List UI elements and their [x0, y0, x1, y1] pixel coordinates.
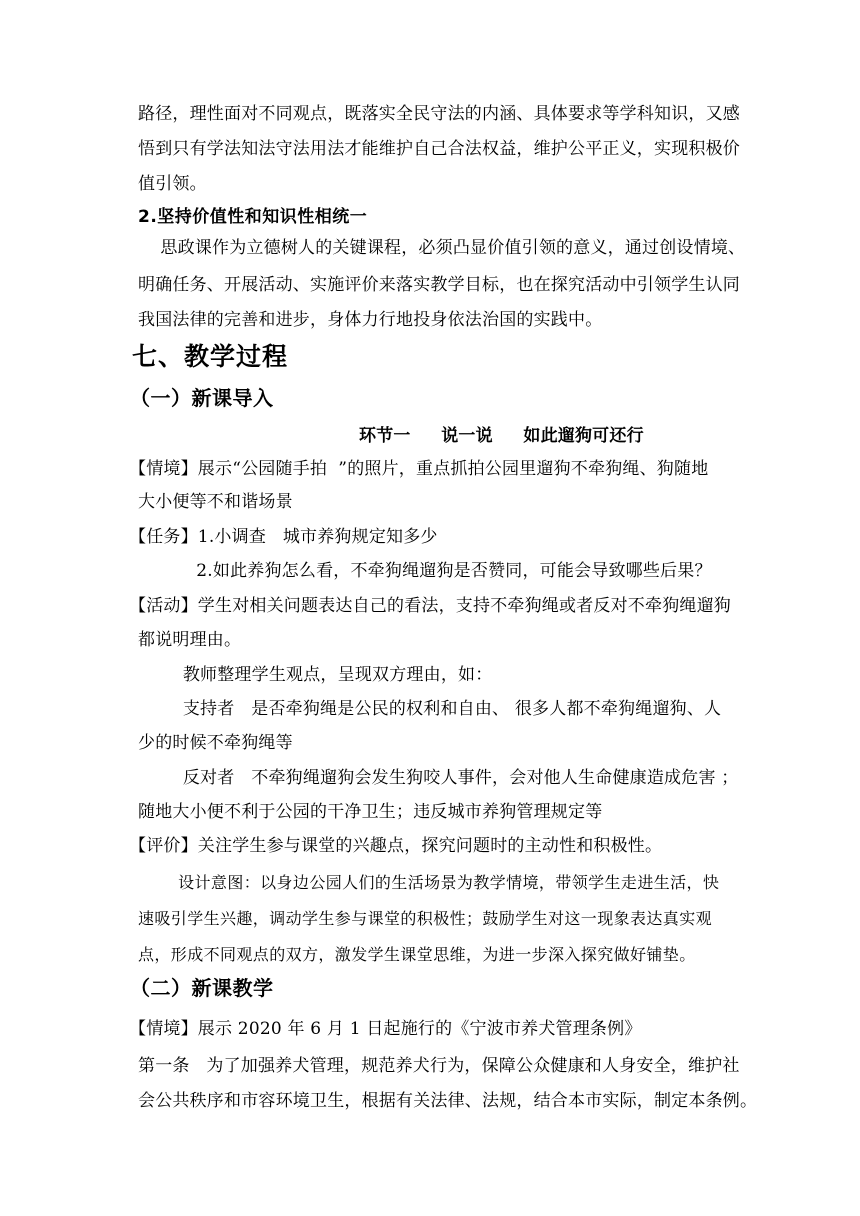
- section-2-line-1: 思政课作为立德树人的关键课程，必须凸显价值引领的意义，通过创设情境、: [138, 238, 746, 258]
- intro-paragraph-line-1: 路径，理性面对不同观点，既落实全民守法的内涵、具体要求等学科知识，又感: [138, 104, 740, 124]
- activity-line-1: 【活动】学生对相关问题表达自己的看法，支持不牵狗绳或者反对不牵狗绳遛狗: [129, 596, 731, 616]
- intro-paragraph-line-2: 悟到只有学法知法守法用法才能维护自己合法权益，维护公平正义，实现积极价: [138, 139, 740, 159]
- article-1-line-1: 第一条 为了加强养犬管理，规范养犬行为，保障公众健康和人身安全，维护社: [138, 1056, 740, 1076]
- subsection-2-situation: 【情境】展示 2020 年 6 月 1 日起施行的《宁波市养犬管理条例》: [129, 1019, 642, 1039]
- section-2-line-2: 明确任务、开展活动、实施评价来落实教学目标，也在探究活动中引领学生认同: [138, 275, 740, 295]
- supporters-line-1: 支持者 是否牵狗绳是公民的权利和自由、 很多人都不牵狗绳遛狗、人: [138, 699, 722, 719]
- design-intent-line-3: 点，形成不同观点的双方，激发学生课堂思维，为进一步深入探究做好铺垫。: [138, 945, 696, 964]
- task-line-1: 【任务】1.小调查 城市养狗规定知多少: [129, 527, 438, 547]
- supporters-line-2: 少的时候不牵狗绳等: [138, 733, 293, 753]
- design-intent-line-1: 设计意图：以身边公园人们的生活场景为教学情境，带领学生走进生活，快: [138, 873, 720, 892]
- opponents-line-1: 反对者 不牵狗绳遛狗会发生狗咬人事件，会对他人生命健康造成危害 ；: [138, 768, 739, 788]
- opponents-line-2: 随地大小便不利于公园的干净卫生；违反城市养狗管理规定等: [138, 802, 603, 822]
- section-7-heading: 七、教学过程: [132, 342, 289, 371]
- situation-line-2: 大小便等不和谐场景: [138, 492, 293, 512]
- section-2-heading: 2.坚持价值性和知识性相统一: [138, 207, 368, 227]
- teacher-summary: 教师整理学生观点，呈现双方理由，如：: [138, 665, 493, 685]
- activity-line-2: 都说明理由。: [138, 630, 242, 650]
- section-2-line-3: 我国法律的完善和进步，身体力行地投身依法治国的实践中。: [138, 310, 603, 330]
- subsection-1-heading: （一）新课导入: [130, 386, 274, 410]
- article-1-line-2: 会公共秩序和市容环境卫生，根据有关法律、法规，结合本市实际，制定本条例。: [138, 1091, 758, 1111]
- subsection-2-heading: （二）新课教学: [130, 976, 274, 1000]
- evaluation-line: 【评价】关注学生参与课堂的兴趣点，探究问题时的主动性和积极性。: [129, 836, 663, 856]
- situation-line-1: 【情境】展示“公园随手拍 ”的照片，重点抓拍公园里遛狗不牵狗绳、狗随地: [129, 459, 709, 479]
- task-line-2: 2.如此养狗怎么看，不牵狗绳遛狗是否赞同，可能会导致哪些后果？: [129, 561, 712, 581]
- design-intent-line-2: 速吸引学生兴趣，调动学生参与课堂的积极性；鼓励学生对这一现象表达真实观: [138, 909, 713, 928]
- segment-title: 环节一 说一说 如此遛狗可还行: [359, 426, 644, 446]
- intro-paragraph-line-3: 值引领。: [138, 174, 207, 194]
